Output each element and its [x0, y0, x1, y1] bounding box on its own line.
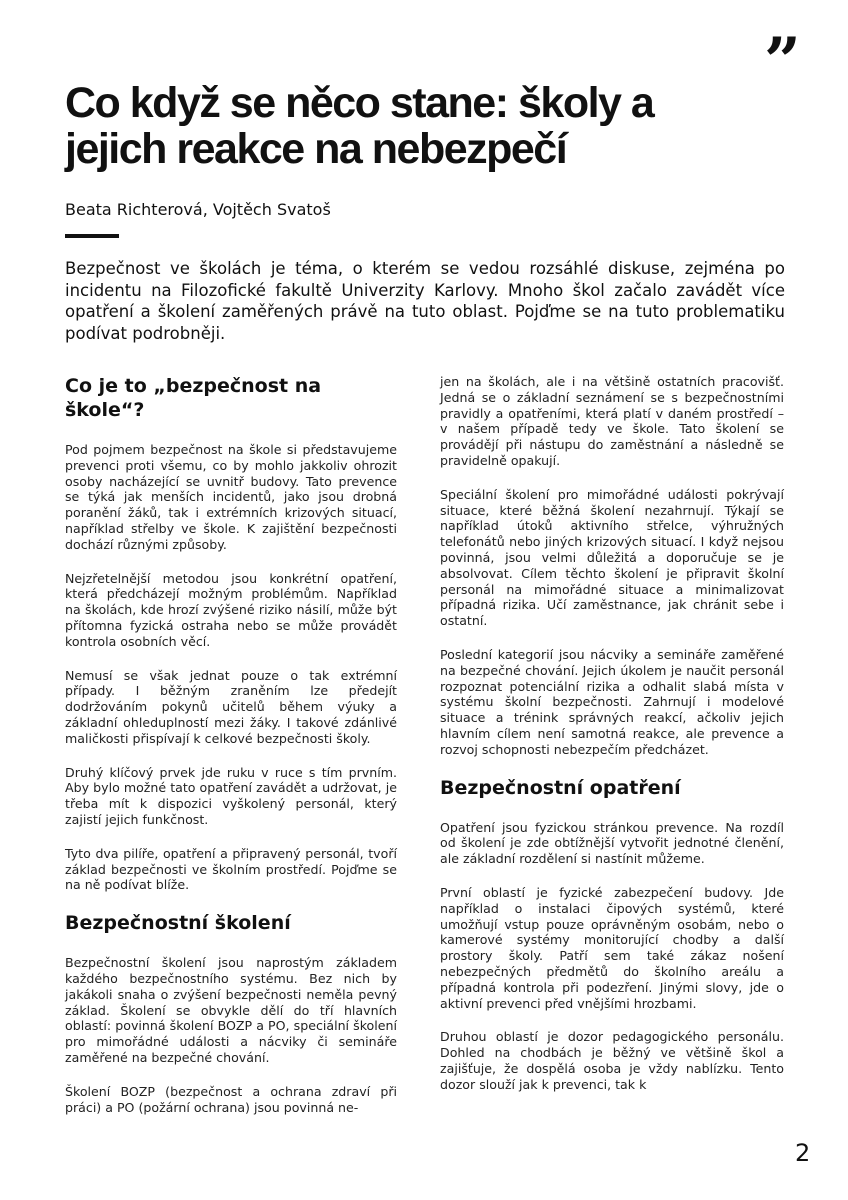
paragraph: Pod pojmem bezpečnost na škole si představujeme prevenci proti všemu, co by mohlo jakkoliv ohrozit osoby nacházející se uvnitř budovy. Tato prevence se týká jak menších incidentů, jako jsou drobná poranění žáků, tak i extrémních krizových situací, například střelby ve škole. K zajištění bezpečnosti dochází různými způsoby. — [65, 442, 397, 552]
paragraph: Poslední kategorií jsou nácviky a semináře zaměřené na bezpečné chování. Jejich úkolem je naučit personál rozpoznat potenciální rizika a odhalit slabá místa v systému školní bezpečnosti. Zahrnují i modelové situace a trénink správných reakcí, ačkoliv jejich hlavním cílem není samotná reakce, ale prevence a rozvoj schopnosti nebezpečím předcházet. — [440, 646, 784, 757]
section-heading-safety-at-school: Co je to „bezpečnost na škole“? — [65, 375, 322, 421]
paragraph: jen na školách, ale i na většině ostatních pracovišť. Jedná se o základní seznámení se s bezpečnostními pravidly a opatřeními, která platí v daném prostředí – v našem případě tedy ve škole. Tato školení se provádějí při nástupu do zaměstnání a následně se pravidelně opakují. — [440, 374, 784, 468]
article-title-line-2: jejich reakce na nebezpečí — [65, 125, 567, 173]
page-number: 2 — [795, 1139, 811, 1167]
paragraph: Nemusí se však jednat pouze o tak extrémní případy. I běžným zraněním lze předejít dodržováním pokynů učitelů během výuky a základní ohleduplností mezi žáky. I takové zdánlivé maličkosti přispívají k celkové bezpečnosti školy. — [65, 667, 397, 746]
right-column — [440, 374, 784, 1092]
paragraph: Opatření jsou fyzickou stránkou prevence. Na rozdíl od školení je zde obtížnější vytvořit jednotné členění, ale základní rozdělení si nastínit můžeme. — [440, 819, 784, 867]
paragraph: Bezpečnostní školení jsou naprostým základem každého bezpečnostního systému. Bez nich by jakákoli snaha o zvýšení bezpečnosti neměla pevný základ. Školení se obvykle dělí do tří hlavních oblastí: povinná školení BOZP a PO, speciální školení pro mimořádné události a nácviky či semináře zaměřené na bezpečné chování. — [65, 955, 397, 1065]
article-title — [65, 80, 725, 172]
paragraph: Školení BOZP (bezpečnost a ochrana zdraví při práci) a PO (požární ochrana) jsou povinná ne- — [65, 1083, 397, 1115]
paragraph: Druhou oblastí je dozor pedagogického personálu. Dohled na chodbách je běžný ve většině škol a zajišťuje, že dospělá osoba je vždy nablízku. Tento dozor slouží jak k prevenci, tak k — [440, 1029, 784, 1092]
article-lead: Bezpečnost ve školách je téma, o kterém se vedou rozsáhlé diskuse, zejména po incidentu na Filozofické fakultě Univerzity Karlovy. Mnoho škol začalo zavádět více opatření a školení zaměřených právě na tuto oblast. Pojďme se na tuto problematiku podívat podrobněji. — [65, 259, 785, 343]
paragraph: Tyto dva pilíře, opatření a připravený personál, tvoří základ bezpečnosti ve školním prostředí. Pojďme se na ně podívat blíže. — [65, 845, 397, 893]
paragraph: Druhý klíčový prvek jde ruku v ruce s tím prvním. Aby bylo možné tato opatření zavádět a udržovat, je třeba mít k dispozici vyškolený personál, který zajistí jejich funkčnost. — [65, 764, 397, 827]
article-title-line-1: Co když se něco stane: školy a — [65, 79, 654, 127]
section-heading-safety-measures: Bezpečnostní opatření — [440, 776, 681, 799]
paragraph: Nejzřetelnější metodou jsou konkrétní opatření, která předcházejí možným problémům. Například na školách, kde hrozí zvýšené riziko násilí, může být přítomna fyzická ostraha nebo se může provádět kontrola osobních věcí. — [65, 570, 397, 649]
quote-mark-icon: ” — [764, 24, 801, 99]
section-heading-safety-training: Bezpečnostní školení — [65, 912, 291, 935]
paragraph: Speciální školení pro mimořádné události pokrývají situace, které běžná školení nezahrnují. Týkají se například útoků aktivního střelce, výhružných telefonátů nebo jiných krizových situací. I když nejsou povinná, jsou velmi důležitá a doporučuje se je absolvovat. Cílem těchto školení je připravit školní personál na mimořádné situace a minimalizovat případná rizika. Učí zaměstnance, jak chránit sebe i ostatní. — [440, 486, 784, 629]
author-divider — [65, 234, 119, 238]
left-column — [65, 374, 397, 1115]
article-authors: Beata Richterová, Vojtěch Svatoš — [65, 200, 331, 219]
paragraph: První oblastí je fyzické zabezpečení budovy. Jde například o instalaci čipových systémů, které umožňují vstup pouze oprávněným osobám, nebo o kamerové systémy monitorující chodby a další prostory školy. Patří sem také zákaz nošení nebezpečných předmětů do školního areálu a případná kontrola při podezření. Jinými slovy, jde o aktivní prevenci před vnějšími hrozbami. — [440, 884, 784, 1011]
